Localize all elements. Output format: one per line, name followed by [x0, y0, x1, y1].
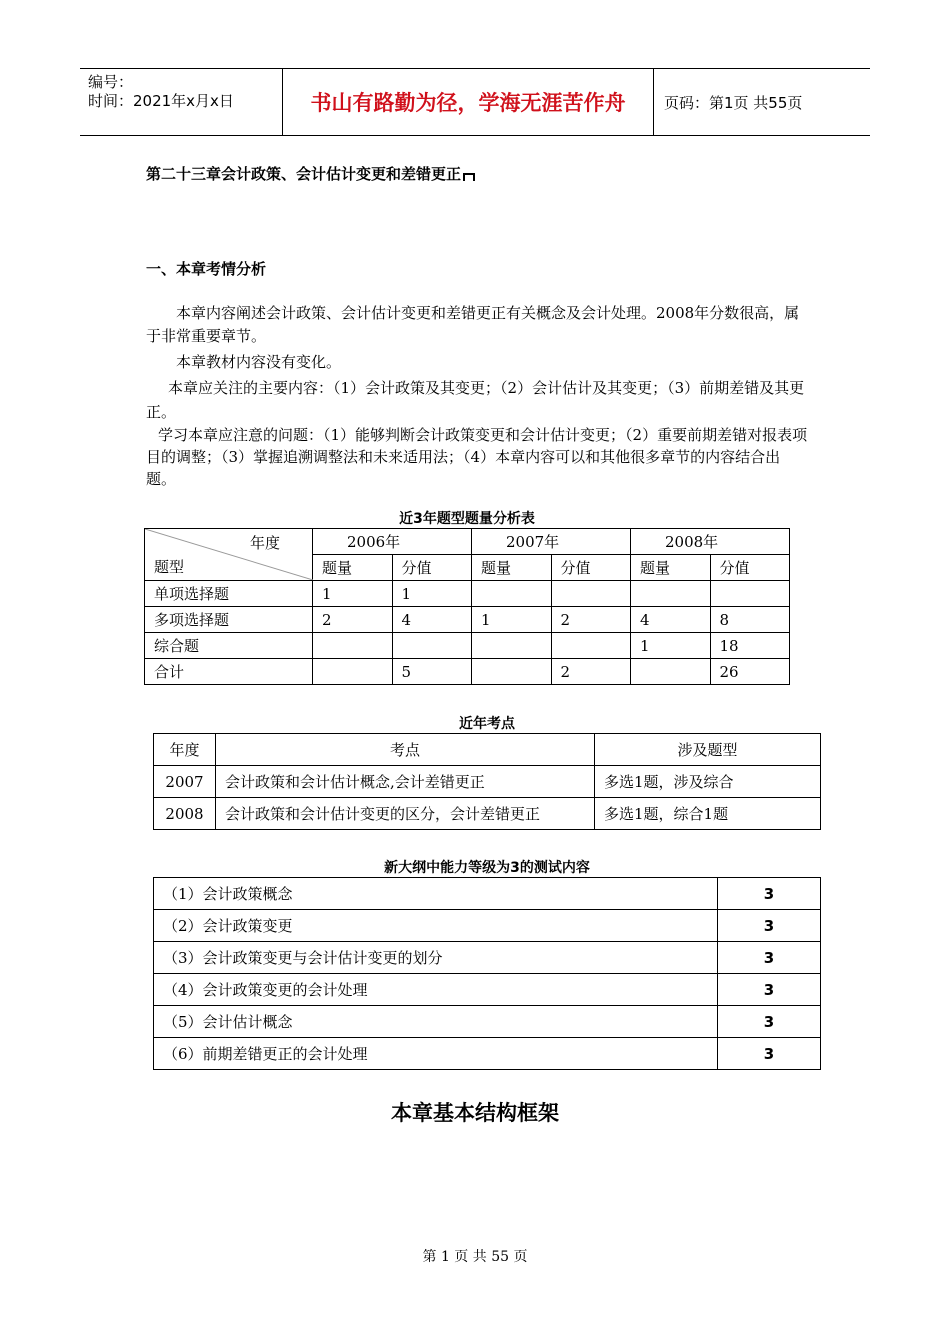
subheader-cell: 题量 — [472, 555, 552, 581]
header-motto: 书山有路勤为径，学海无涯苦作舟 — [282, 69, 654, 135]
header-meta — [80, 69, 282, 135]
table-row — [154, 974, 821, 1006]
table-cell: （3）会计政策变更与会计估计变更的划分 — [154, 942, 718, 974]
header-cell: 年度 — [154, 734, 216, 766]
table-cell: （2）会计政策变更 — [154, 910, 718, 942]
table-row — [154, 878, 821, 910]
table-header-row — [154, 734, 821, 766]
table-row — [154, 1006, 821, 1038]
table-cell: （6）前期差错更正的会计处理 — [154, 1038, 718, 1070]
corner-cell — [145, 529, 313, 581]
table3-caption: 新大纲中能力等级为3的测试内容 — [384, 860, 590, 876]
section-title: 一、本章考情分析 — [146, 260, 267, 278]
year-header: 2007年 — [472, 529, 631, 555]
table-row — [145, 659, 790, 685]
bracket-mark-icon — [463, 173, 475, 181]
table-cell: 1 — [472, 607, 552, 633]
level-cell: 3 — [718, 1038, 821, 1070]
row-label: 多项选择题 — [145, 607, 313, 633]
level-cell: 3 — [718, 910, 821, 942]
table-cell — [472, 581, 552, 607]
table-cell — [631, 581, 711, 607]
year-header: 2008年 — [631, 529, 790, 555]
table-cell: 多选1题，涉及综合 — [595, 766, 821, 798]
table-cell: 2007 — [154, 766, 216, 798]
paragraph-2: 本章教材内容没有变化。 — [176, 353, 342, 371]
chapter-title — [146, 163, 475, 184]
table2-caption: 近年考点 — [459, 716, 515, 732]
paragraph-3: 本章应关注的主要内容：（1）会计政策及其变更；（2）会计估计及其变更；（3）前期差错及其更正。 — [146, 379, 805, 421]
table-cell — [710, 581, 790, 607]
table1-caption: 近3年题型题量分析表 — [399, 511, 535, 527]
table-cell: 2 — [551, 607, 631, 633]
subheader-cell: 题量 — [313, 555, 393, 581]
table-cell — [313, 659, 393, 685]
table-cell — [631, 659, 711, 685]
paragraph-1: 本章内容阐述会计政策、会计估计变更和差错更正有关概念及会计处理。2008年分数很高，属于非常重要章节。 — [146, 304, 800, 345]
table-cell — [472, 633, 552, 659]
table-cell: 2008 — [154, 798, 216, 830]
subheader-cell: 题量 — [631, 555, 711, 581]
table-row — [154, 1038, 821, 1070]
header-page-info: 页码：第1页 共55页 — [664, 93, 803, 112]
chapter-title-text: 第二十三章会计政策、会计估计变更和差错更正 — [146, 165, 462, 183]
table-cell — [472, 659, 552, 685]
subheader-cell: 分值 — [710, 555, 790, 581]
table-row — [154, 910, 821, 942]
table-cell: （5）会计估计概念 — [154, 1006, 718, 1038]
table-cell: 4 — [631, 607, 711, 633]
table-cell: 8 — [710, 607, 790, 633]
table-cell — [551, 633, 631, 659]
table-row — [145, 607, 790, 633]
table-row — [145, 633, 790, 659]
table-cell: 4 — [392, 607, 472, 633]
row-label: 合计 — [145, 659, 313, 685]
level-cell: 3 — [718, 878, 821, 910]
table-row — [154, 942, 821, 974]
page-footer: 第 1 页 共 55 页 — [422, 1249, 528, 1265]
table-header-row — [145, 529, 790, 555]
table-cell: 多选1题，综合1题 — [595, 798, 821, 830]
number-label: 编号： — [88, 73, 134, 91]
level-cell: 3 — [718, 1006, 821, 1038]
exam-points-table — [153, 733, 821, 830]
table-cell — [551, 581, 631, 607]
table-row — [154, 798, 821, 830]
table-cell: （1）会计政策概念 — [154, 878, 718, 910]
ability-level-table — [153, 877, 821, 1070]
row-label: 单项选择题 — [145, 581, 313, 607]
table-cell — [313, 633, 393, 659]
page-header — [80, 68, 870, 136]
corner-type-label: 题型 — [154, 558, 185, 576]
paragraph-4: 学习本章应注意的问题：（1）能够判断会计政策变更和会计估计变更；（2）重要前期差错对报表项目的调整；（3）掌握追溯调整法和未来适用法；（4）本章内容可以和其他很多章节的内容结合出题。 — [146, 426, 808, 488]
question-analysis-table — [144, 528, 790, 685]
table-cell: 2 — [313, 607, 393, 633]
year-header: 2006年 — [313, 529, 472, 555]
table-cell: 1 — [313, 581, 393, 607]
table-cell: （4）会计政策变更的会计处理 — [154, 974, 718, 1006]
row-label: 综合题 — [145, 633, 313, 659]
header-cell: 考点 — [216, 734, 595, 766]
header-cell: 涉及题型 — [595, 734, 821, 766]
framework-title: 本章基本结构框架 — [391, 1101, 559, 1125]
table-cell: 1 — [392, 581, 472, 607]
table-cell: 会计政策和会计估计变更的区分，会计差错更正 — [216, 798, 595, 830]
table-cell: 18 — [710, 633, 790, 659]
table-cell: 5 — [392, 659, 472, 685]
table-cell — [392, 633, 472, 659]
subheader-cell: 分值 — [392, 555, 472, 581]
date-line: 时间：2021年x月x日 — [88, 92, 234, 110]
level-cell: 3 — [718, 942, 821, 974]
subheader-cell: 分值 — [551, 555, 631, 581]
table-cell: 26 — [710, 659, 790, 685]
level-cell: 3 — [718, 974, 821, 1006]
table-cell: 会计政策和会计估计概念,会计差错更正 — [216, 766, 595, 798]
table-row — [145, 581, 790, 607]
corner-year-label: 年度 — [249, 534, 280, 552]
table-row — [154, 766, 821, 798]
table-cell: 2 — [551, 659, 631, 685]
table-cell: 1 — [631, 633, 711, 659]
